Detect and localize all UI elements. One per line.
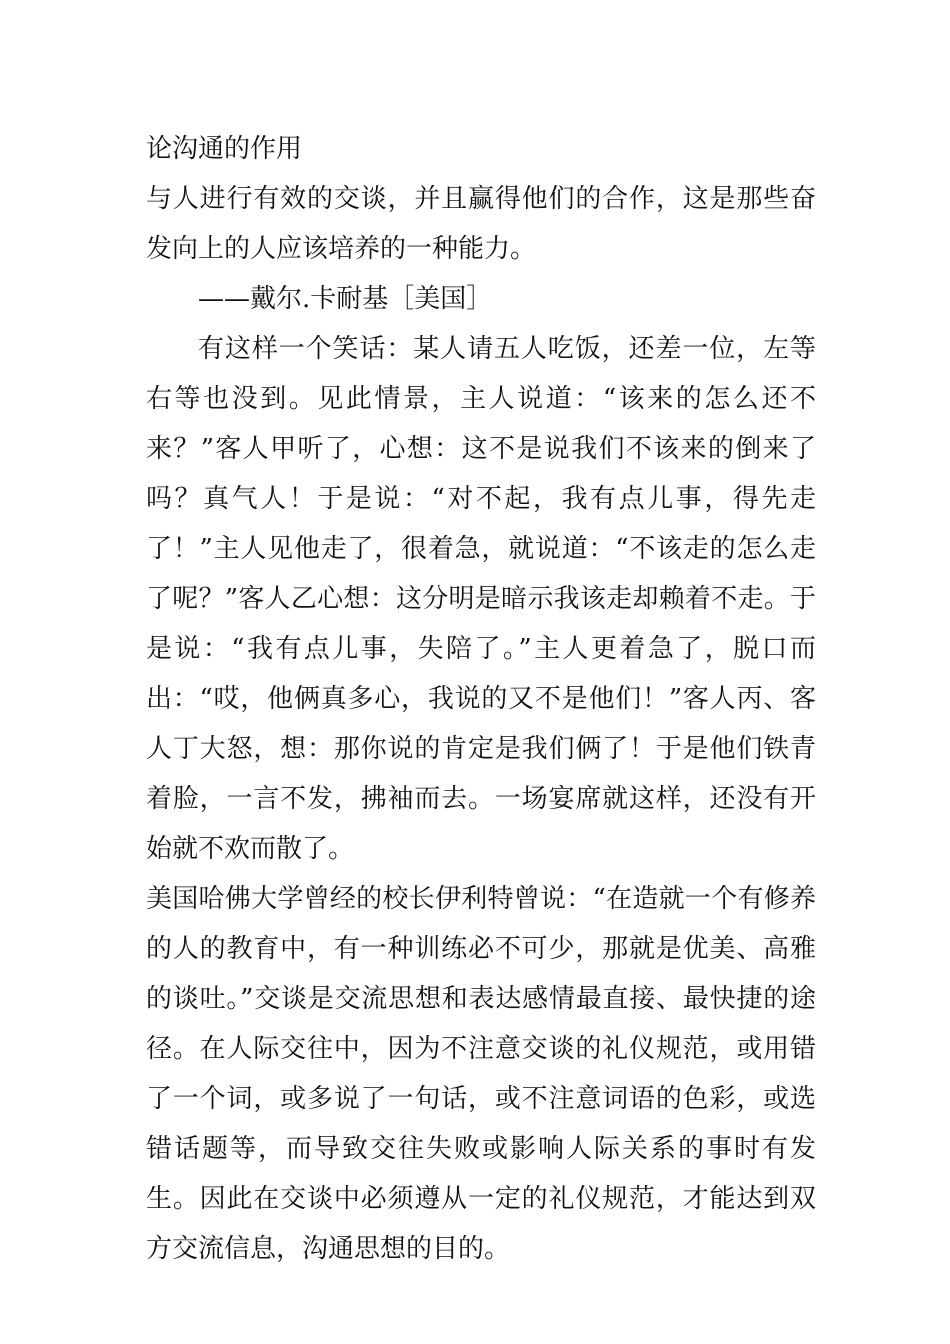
anecdote-paragraph: 有这样一个笑话：某人请五人吃饭，还差一位，左等右等也没到。见此情景，主人说道：“该来的怎么还不来？”客人甲听了，心想：这不是说我们不该来的倒来了吗？真气人！于是说：“对不起，我有点儿事，得先走了！”主人见他走了，很着急，就说道：“不该走的怎么走了呢？”客人乙心想：这分明是暗示我该走却赖着不走。于是说：“我有点儿事，失陪了。”主人更着急了，脱口而出：“哎，他俩真多心，我说的又不是他们！”客人丙、客人丁大怒，想：那你说的肯定是我们俩了！于是他们铁青着脸，一言不发，拂袖而去。一场宴席就这样，还没有开始就不欢而散了。	[146, 334, 816, 864]
discussion-paragraph: 美国哈佛大学曾经的校长伊利特曾说：“在造就一个有修养的人的教育中，有一种训练必不可少，那就是优美、高雅的谈吐。”交谈是交流思想和表达感情最直接、最快捷的途径。在人际交往中，因为不注意交谈的礼仪规范，或用错了一个词，或多说了一句话，或不注意词语的色彩，或选错话题等，而导致交往失败或影响人际关系的事时有发生。因此在交谈中必须遵从一定的礼仪规范，才能达到双方交流信息，沟通思想的目的。	[146, 884, 816, 1264]
document-title: 论沟通的作用	[146, 134, 303, 164]
epigraph-attribution: ——戴尔.卡耐基［美国］	[198, 284, 493, 314]
document-page	[146, 124, 816, 1274]
epigraph-quote: 与人进行有效的交谈，并且赢得他们的合作，这是那些奋发向上的人应该培养的一种能力。	[146, 184, 816, 264]
